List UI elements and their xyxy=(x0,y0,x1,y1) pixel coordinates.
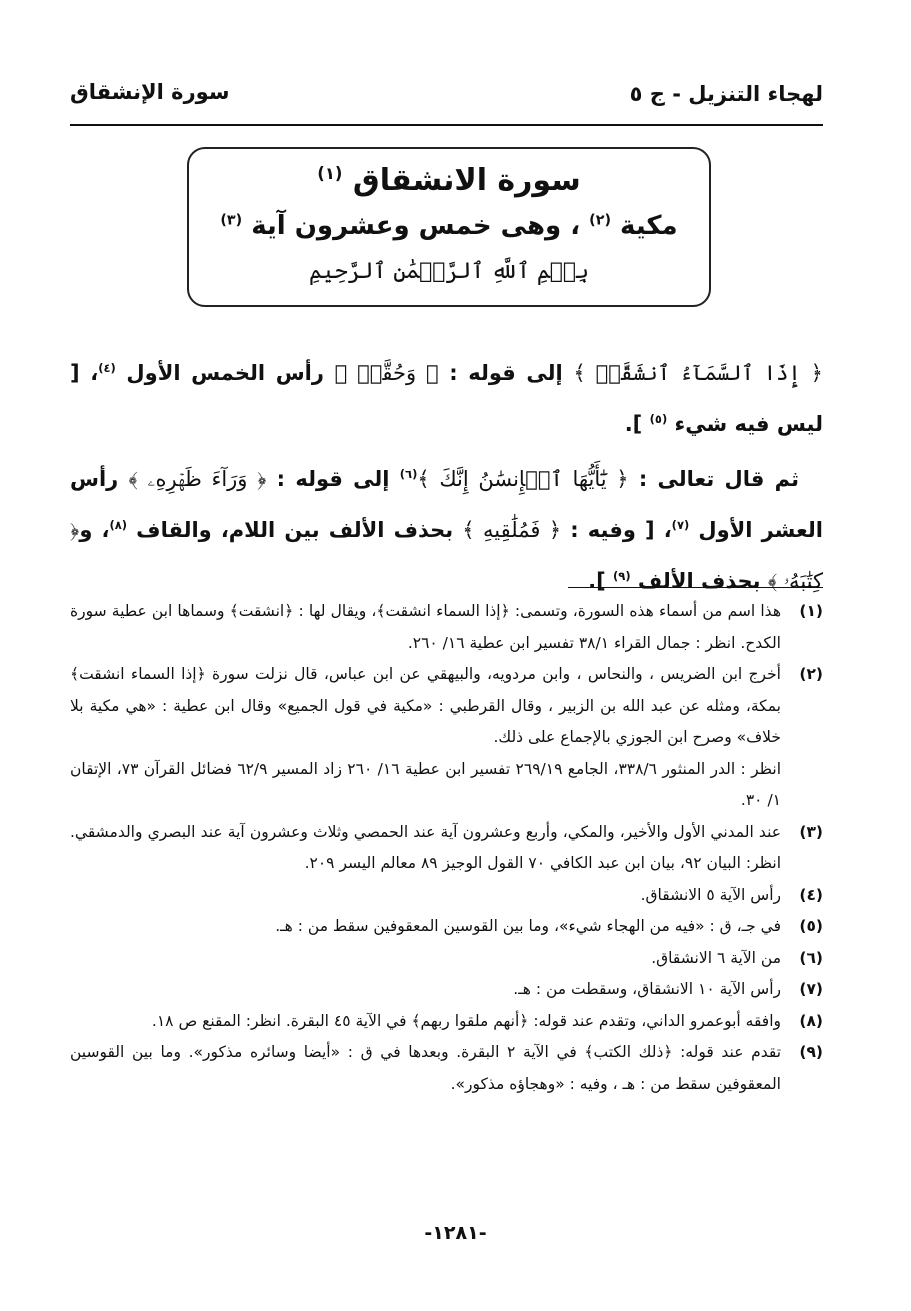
quran-quote: ﴿ وَحُقَّتۡ ﴾ xyxy=(334,361,439,385)
footnote-ref[interactable]: (٤) xyxy=(98,361,116,375)
main-text xyxy=(70,345,823,604)
footnote xyxy=(70,596,823,659)
footnote-number: (٨) xyxy=(799,1011,823,1030)
footnote-text: في جـ، ق : «فيه من الهجاء شيء»، وما بين القوسين المعقوفين سقط من : هـ. xyxy=(275,917,781,935)
quran-quote: ﴿ إِذَا ٱلسَّمَآءُ ٱنشَقَّتۡ ﴾ xyxy=(573,361,823,385)
footnote-text: أخرج ابن الضريس ، والنحاس ، وابن مردويه، والبيهقي عن ابن عباس، قال نزلت سورة ﴿إذا السماء انشقت﴾ بمكة، ومثله عن عبد الله بن الزبير ، وقال القرطبي : «مكية في قول الجميع» وقال ابن عطية : «هي مكية بلا خلاف» وصرح ابن الجوزي بالإجماع على ذلك. xyxy=(70,665,781,746)
footnote-continuation xyxy=(70,754,823,817)
footnote-text: رأس الآية ١٠ الانشقاق، وسقطت من : هـ. xyxy=(513,980,781,998)
footnote-divider xyxy=(568,587,823,588)
surah-name-header: سورة الإنشقاق xyxy=(70,80,230,104)
footnote-number: (٣) xyxy=(799,822,823,841)
footnote-ref[interactable]: (٣) xyxy=(220,212,243,229)
footnote xyxy=(70,1037,823,1100)
footnote-ref[interactable]: (٨) xyxy=(109,518,128,532)
footnote-text: رأس الآية ٥ الانشقاق. xyxy=(640,885,781,904)
footnote xyxy=(70,659,823,754)
quran-quote: ﴿ كِتَٰبَهُۥ ﴾ xyxy=(70,518,823,593)
footnote xyxy=(70,1006,823,1038)
basmala: بِسۡمِ ٱللَّهِ ٱلرَّحۡمَٰنِ ٱلرَّحِيمِ xyxy=(308,259,590,284)
footnote-text: هذا اسم من أسماء هذه السورة، وتسمى: ﴿إذا السماء انشقت﴾، ويقال لها : ﴿انشقت﴾ وسماها ابن عطية سورة الكدح. انظر : جمال القراء ٣٨/١ تفسير ابن عطية ١٦/ ٢٦٠. xyxy=(70,602,781,652)
footnote-ref[interactable]: (١) xyxy=(317,164,343,183)
footnote-text: وافقه أبوعمرو الداني، وتقدم عند قوله: ﴿أنهم ملقوا ربهم﴾ في الآية ٤٥ البقرة. انظر: المقنع ص ١٨. xyxy=(151,1011,781,1030)
footnote-number: (٦) xyxy=(799,948,823,967)
quran-quote: ﴿ فَمُلَٰقِيهِ ﴾ xyxy=(462,518,562,542)
footnote-number: (٥) xyxy=(799,917,823,935)
footnote-number: (٤) xyxy=(799,885,823,904)
surah-info: مكية $^{(٢)}$ ، وهى خمس وعشرون آية $^{(٣)}$ xyxy=(220,211,678,241)
footnote xyxy=(70,974,823,1006)
quran-quote: ﴿ وَرَآءَ ظَهۡرِهِۦ ﴾ xyxy=(128,467,267,491)
footnote-text: انظر : الدر المنثور ٣٣٨/٦، الجامع ٢٦٩/١٩ تفسير ابن عطية ١٦/ ٢٦٠ زاد المسير ٦٢/٩ فضائل القرآن ٧٣، الإتقان ١/ ٣٠. xyxy=(70,759,781,809)
footnotes xyxy=(70,596,823,1100)
book-title: لهجاء التنزيل - ج ٥ xyxy=(629,82,823,106)
footnote xyxy=(70,817,823,880)
footnote-ref[interactable]: (٩) xyxy=(612,569,631,583)
footnote-ref[interactable]: (٧) xyxy=(671,518,690,532)
header-divider xyxy=(70,124,823,126)
paragraph: ﴿ إِذَا ٱلسَّمَآءُ ٱنشَقَّتۡ ﴾ إلى قوله : ﴿ وَحُقَّتۡ ﴾ رأس الخمس الأول $^{(٤)}$، [ ليس فيه شيء $^{(٥)}$ ]. xyxy=(70,361,823,436)
footnote-ref[interactable]: (٦) xyxy=(399,467,418,481)
footnote xyxy=(70,880,823,912)
footnote xyxy=(70,911,823,943)
footnote-text: من الآية ٦ الانشقاق. xyxy=(651,948,781,967)
footnote-ref[interactable]: (٢) xyxy=(589,212,611,229)
paragraph: ثم قال تعالى : ﴿ يَٰٓأَيُّهَا ٱلۡإِنسَٰنُ إِنَّكَ ﴾$^{(٦)}$ إلى قوله : ﴿ وَرَآءَ ظَهۡرِهِۦ ﴾ رأس العشر الأول $^{(٧)}$، [ وفيه : ﴿ فَمُلَٰقِيهِ ﴾ بحذف الألف بين اللام، والقاف $^{(٨)}$، و﴿ كِتَٰبَهُۥ ﴾ بحذف الألف $^{(٩)}$ ]. xyxy=(70,467,823,593)
footnote-text: عند المدني الأول والأخير، والمكي، وأربع وعشرون آية عند الحمصي وثلاث وعشرون آية عند البصري والدمشقي. انظر: البيان ٩٢، بيان ابن عبد الكافي ٧٠ القول الوجيز ٨٩ معالم اليسر ٢٠٩. xyxy=(70,822,781,872)
footnote-number: (٩) xyxy=(799,1043,823,1061)
footnote xyxy=(70,943,823,975)
footnote-number: (٢) xyxy=(799,665,823,683)
running-header xyxy=(70,78,823,118)
footnote-text: تقدم عند قوله: ﴿ذلك الكتب﴾ في الآية ٢ البقرة. وبعدها في ق : «أيضا وسائره مذكور». وما بين القوسين المعقوفين سقط من : هـ ، وفيه : «وهجاؤه مذكور». xyxy=(70,1043,782,1093)
surah-title: سورة الانشقاق $^{(١)}$ xyxy=(317,163,581,198)
footnote-ref[interactable]: (٥) xyxy=(649,412,668,426)
surah-title-box xyxy=(187,147,711,307)
footnote-number: (٧) xyxy=(799,980,823,998)
page-number: -١٢٨١- xyxy=(424,1222,487,1244)
quran-quote: ﴿ يَٰٓأَيُّهَا ٱلۡإِنسَٰنُ إِنَّكَ ﴾ xyxy=(417,467,629,491)
footnote-number: (١) xyxy=(799,602,823,620)
